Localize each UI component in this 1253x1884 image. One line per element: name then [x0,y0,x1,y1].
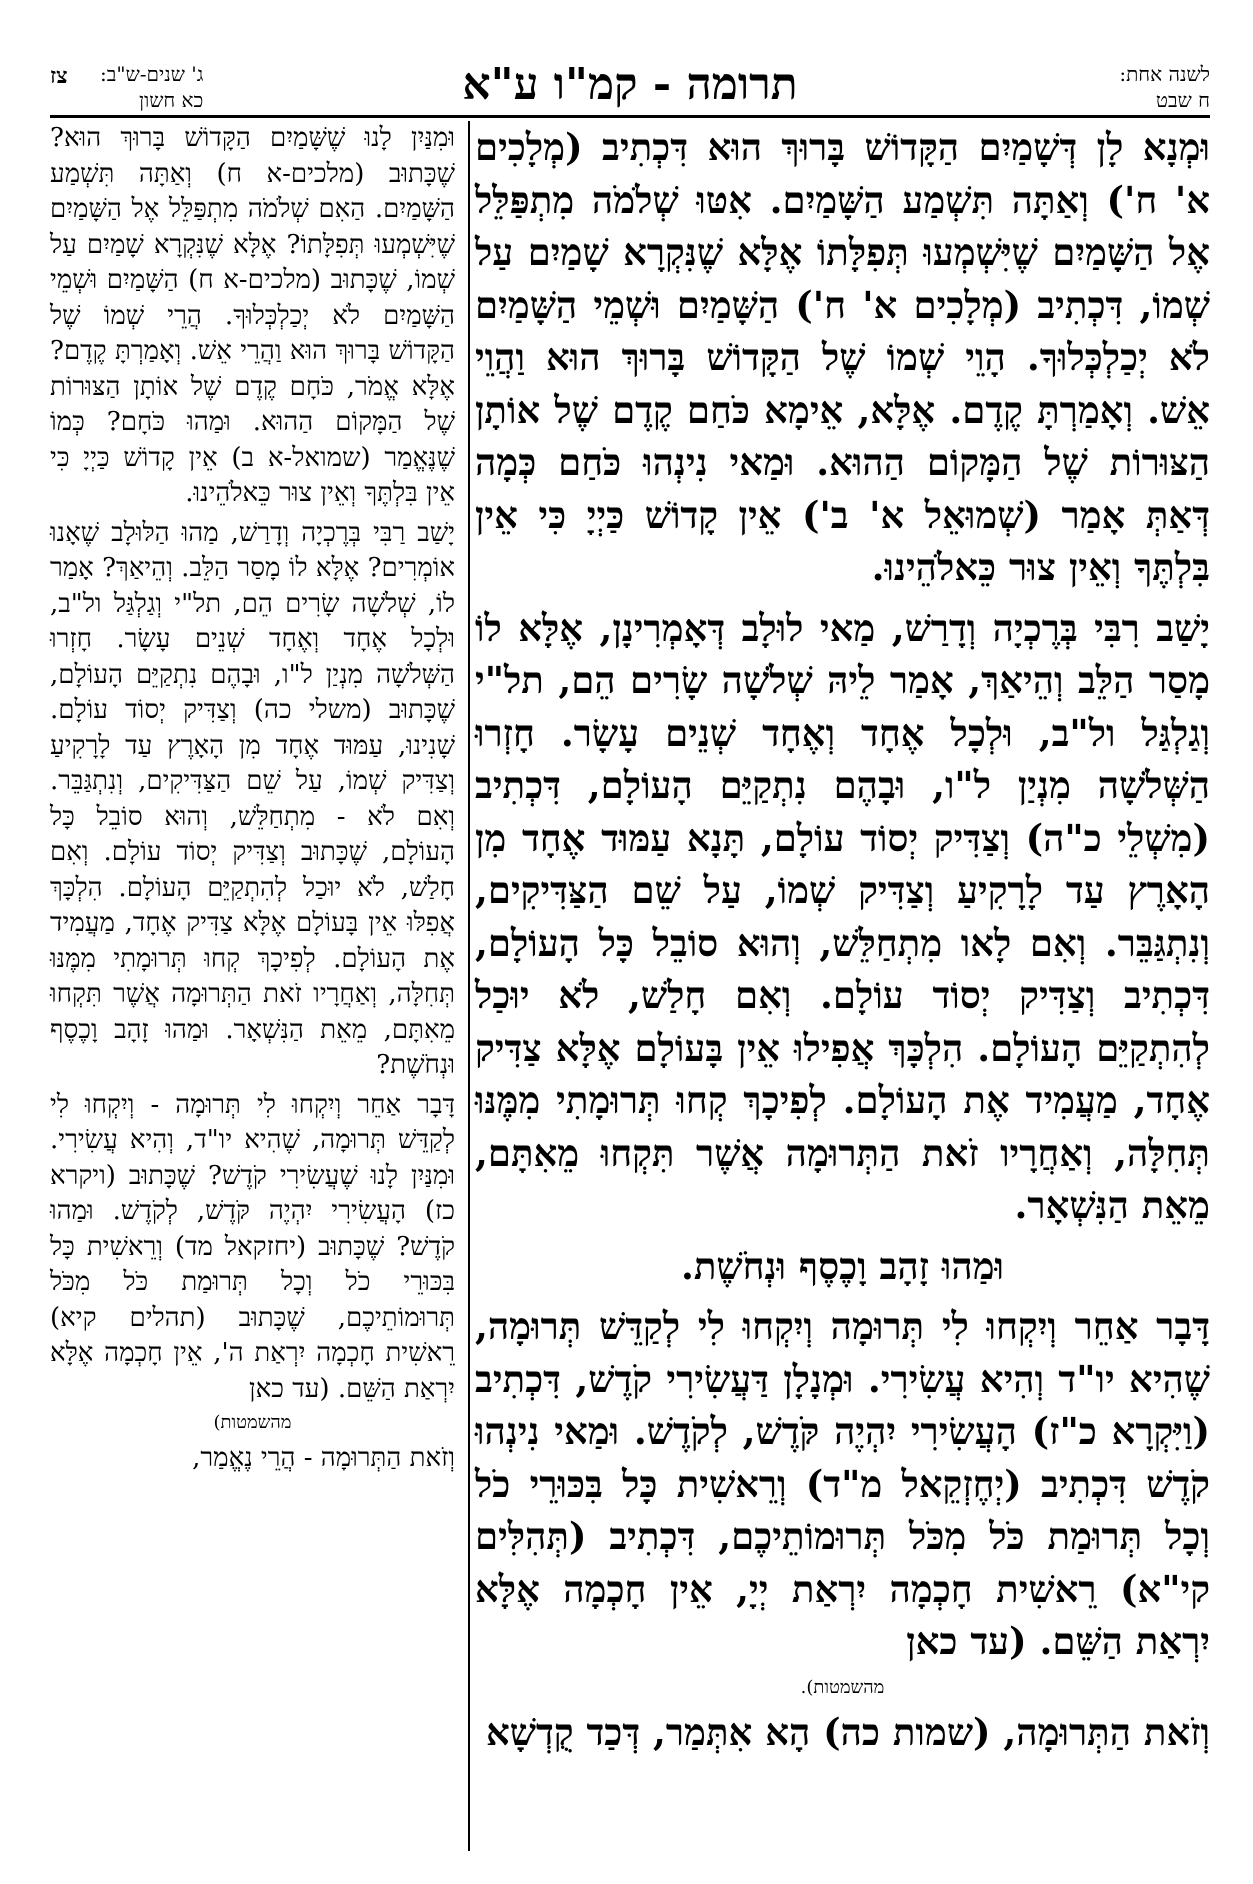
main-paragraph: וּמְנָא לָן דְּשָׁמַיִם הַקָּדוֹשׁ בָּרוּךְ הוּא דִּכְתִיב (מְלָכִים א' ח') וְאַתָּה תִּשְׁמַע הַשָּׁמַיִם. אִטּוּ שְׁלֹמֹה מִתְפַּלֵּל אֶל הַשָּׁמַיִם שֶׁיִּשְׁמְעוּ תְּפִלָּתוֹ אֶלָּא שֶׁנִּקְרָא שָׁמַיִם עַל שְׁמוֹ, דִּכְתִיב (מְלָכִים א' ח') הַשָּׁמַיִם וּשְׁמֵי הַשָּׁמַיִם לֹא יְכַלְכְּלוּךָ. הָוֵי שְׁמוֹ שֶׁל הַקָּדוֹשׁ בָּרוּךְ הוּא וַהֲוֵי אֵשׁ. וְאָמַרְתָּ קֶדֶם. אֶלָּא, אֵימָא כֹּחַם קֶדֶם שֶׁל אוֹתָן הַצּוּרוֹת שֶׁל הַמָּקוֹם הַהוּא. וּמַאי נִינְהוּ כֹּחַם כְּמָה דְּאַתְּ אָמַר (שְׁמוּאֵל א' ב') אֵין קָדוֹשׁ כַּיְיָ כִּי אֵין בִּלְתֶּךָ וְאֵין צוּר כֵּאלֹהֵינוּ. [475,125,1210,589]
main-paragraph-centered: וּמַהוּ זָהָב וָכֶסֶף וּנְחֹשֶׁת. [680,1243,1005,1288]
source-note-side: מהשמטות) [213,1412,292,1433]
translation-paragraph: וּמִנַּיִן לָנוּ שֶׁשָּׁמַיִם הַקָּדוֹשׁ בָּרוּךְ הוּא? שֶׁכָּתוּב (מלכים-א ח) וְאַתָּה תִּשְׁמַע הַשָּׁמַיִם. הַאִם שְׁלֹמֹה מִתְפַּלֵּל אֶל הַשָּׁמַיִם שֶׁיִּשְׁמְעוּ תְּפִלָּתוֹ? אֶלָּא שֶׁנִּקְרָא שָׁמַיִם עַל שְׁמוֹ, שֶׁכָּתוּב (מלכים-א ח) הַשָּׁמַיִם וּשְׁמֵי הַשָּׁמַיִם לֹא יְכַלְכְּלוּךָ. הֲרֵי שְׁמוֹ שֶׁל הַקָּדוֹשׁ בָּרוּךְ הוּא וַהֲרֵי אֵשׁ. וְאָמַרְתָּ קֶדֶם? אֶלָּא אֱמֹר, כֹּחָם קֶדֶם שֶׁל אוֹתָן הַצּוּרוֹת שֶׁל הַמָּקוֹם הַהוּא. וּמַהוּ כֹּחָם? כְּמוֹ שֶׁנֶּאֱמַר (שמואל-א ב) אֵין קָדוֹשׁ כַּיְיָ כִּי אֵין בִּלְתֶּךָ וְאֵין צוּר כֵּאלֹהֵינוּ. [50,123,455,508]
main-paragraph: דָּבָר אַחֵר וְיִקְחוּ לִי תְּרוּמָה וְיִקְחוּ לִי לְקַדֵּשׁ תְּרוּמָה, שֶׁהִיא יו"ד וְהִיא עֲשִׂירִי. וּמְנָלָן דַּעֲשִׂירִי קֹדֶשׁ, דִּכְתִיב (וַיִּקְרָא כ"ז) הָעֲשִׂירִי יִהְיֶה קֹּדֶשׁ, לְקֹדֶשׁ. וּמַאי נִינְהוּ קֹדֶשׁ דִּכְתִיב (יְחֶזְקֵאל מ"ד) וְרֵאשִׁית כָּל בִּכּוּרֵי כֹל וְכָל תְּרוּמַת כֹּל מִכֹּל תְּרוּמוֹתֵיכֶם, דִּכְתִיב (תְּהִלִּים קי"א) רֵאשִׁית חָכְמָה יִרְאַת יְיָ, אֵין חָכְמָה אֶלָּא יִרְאַת הַשֵּׁם. (עד כאן [475,1304,1210,1663]
page-header [50,55,1210,118]
column-divider [468,121,470,1851]
header-schedule-date-alt: כא חשון [138,88,204,112]
header-date-three-years [100,61,203,113]
translation-paragraph: וְזֹאת הַתְּרוּמָה - הֲרֵי נֶאֱמַר, [192,1443,455,1473]
header-schedule-label: לשנה אחת: [1119,62,1210,86]
header-schedule-date: ח שבט [1155,88,1210,112]
page-title: תרומה - קמ"ו ע"א [462,59,798,110]
translation-paragraph: דָּבָר אַחֵר וְיִקְחוּ לִי תְּרוּמָה - וְיִקְחוּ לִי לְקַדֵּשׁ תְּרוּמָה, שֶׁהִיא יו"ד, וְהִיא עֲשִׂירִי. וּמִנַּיִן לָנוּ שֶׁעֲשִׂירִי קֹדֶשׁ? שֶׁכָּתוּב (ויקרא כז) הָעֲשִׂירִי יִהְיֶה קֹּדֶשׁ, לְקֹדֶשׁ. וּמַהוּ קֹדֶשׁ? שֶׁכָּתוּב (יחזקאל מד) וְרֵאשִׁית כָּל בִּכּוּרֵי כֹל וְכָל תְּרוּמַת כֹּל מִכֹּל תְּרוּמוֹתֵיכֶם, שֶׁכָּתוּב (תהלים קיא) רֵאשִׁית חָכְמָה יִרְאַת ה', אֵין חָכְמָה אֶלָּא יִרְאַת הַשֵּׁם. (עד כאן [50,1089,455,1404]
translation-paragraph: יָשַׁב רַבִּי בְּרֶכְיָה וְדָרַשׁ, מַהוּ הַלּוּלָב שֶׁאָנוּ אוֹמְרִים? אֶלָּא לוֹ מָסַר הַלֵּב. וְהֵיאַךְ? אָמַר לוֹ, שְׁלֹשָׁה שָׂרִים הֵם, תל"י וְגַלְגַּל ול"ב, וּלְכָל אֶחָד וְאֶחָד שְׁנֵים עָשָׂר. חָזְרוּ הַשְּׁלֹשָׁה מִנְיַן ל"ו, וּבָהֶם נִתְקַיֵּם הָעוֹלָם, שֶׁכָּתוּב (משלי כה) וְצַדִּיק יְסוֹד עוֹלָם. שָׁנִינוּ, עַמּוּד אֶחָד מִן הָאָרֶץ עַד לָרָקִיעַ וְצַדִּיק שְׁמוֹ, עַל שֵׁם הַצַּדִּיקִים, וְנִתְגַּבֵּר. וְאִם לֹא - מִתְחַלֵּשׁ, וְהוּא סוֹבֵל כָּל הָעוֹלָם, שֶׁכָּתוּב וְצַדִּיק יְסוֹד עוֹלָם. וְאִם חָלַשׁ, לֹא יוּכַל לְהִתְקַיֵּם הָעוֹלָם. הִלְכָּךְ אֲפִלּוּ אֵין בָּעוֹלָם אֶלָּא צַדִּיק אֶחָד, מַעֲמִיד אֶת הָעוֹלָם. לְפִיכָךְ קְחוּ תְּרוּמָתִי מִמֶּנּוּ תְּחִלָּה, וְאַחֲרָיו זֹאת הַתְּרוּמָה אֲשֶׁר תִּקְחוּ מֵאִתָּם, מֵאֵת הַנִּשְׁאָר. וּמַהוּ זָהָב וָכֶסֶף וּנְחֹשֶׁת? [50,517,455,1080]
header-schedule-label-alt: ג' שנים-ש"ב: [100,62,204,86]
main-paragraph: וְזֹאת הַתְּרוּמָה, (שמות כה) הָא אִתְּמַר, דְּכַד קֻדְשָׁא [486,1709,1210,1754]
main-text-column [475,121,1210,1851]
main-paragraph: יָשַׁב רִבִּי בְּרֶכְיָה וְדָרַשׁ, מַאי לוּלָב דְּאָמְרִינָן, אֶלָּא לוֹ מָסַר הַלֵּב וְהֵיאַךְ, אָמַר לֵיהּ שְׁלֹשָׁה שָׂרִים הֵם, תל"י וְגַלְגַּל ול"ב, וּלְכָל אֶחָד וְאֶחָד שְׁנֵים עָשָׂר. חָזְרוּ הַשְּׁלֹשָׁה מִנְיַן ל"ו, וּבָהֶם נִתְקַיֵּם הָעוֹלָם, דִּכְתִיב (מִשְׁלֵי כ"ה) וְצַדִּיק יְסוֹד עוֹלָם, תָּנָא עַמּוּד אֶחָד מִן הָאָרֶץ עַד לָרָקִיעַ וְצַדִּיק שְׁמוֹ, עַל שֵׁם הַצַּדִּיקִים, וְנִתְגַּבֵּר. וְאִם לָאו מִתְחַלֵּשׁ, וְהוּא סוֹבֵל כָּל הָעוֹלָם, דִּכְתִיב וְצַדִּיק יְסוֹד עוֹלָם. וְאִם חָלַשׁ, לֹא יוּכַל לְהִתְקַיֵּם הָעוֹלָם. הִלְכָּךְ אֲפִילוּ אֵין בָּעוֹלָם אֶלָּא צַדִּיק אֶחָד, מַעֲמִיד אֶת הָעוֹלָם. לְפִיכָךְ קְחוּ תְּרוּמָתִי מִמֶּנּוּ תְּחִלָּה, וְאַחֲרָיו זֹאת הַתְּרוּמָה אֲשֶׁר תִּקְחוּ מֵאִתָּם, מֵאֵת הַנִּשְׁאָר. [475,605,1210,1227]
document-page [50,55,1210,1855]
page-number: צז [50,63,68,89]
translation-column [50,121,455,1851]
page-body [50,121,1210,1855]
source-note: מהשמטות). [800,1676,885,1698]
